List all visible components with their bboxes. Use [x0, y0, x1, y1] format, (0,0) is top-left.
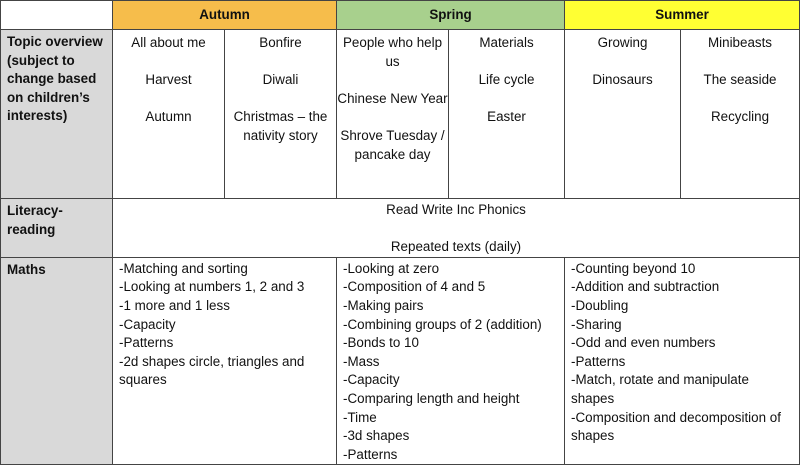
list-item: -Odd and even numbers	[571, 335, 716, 351]
maths-autumn-cell	[113, 257, 337, 465]
topic-row	[1, 30, 800, 199]
list-item: -Addition and subtraction	[571, 279, 720, 295]
season-spring: Spring	[337, 1, 565, 30]
list-item: -Capacity	[343, 372, 400, 388]
list-item: People who help us	[343, 35, 443, 69]
list-item: Shrove Tuesday / pancake day	[340, 127, 445, 162]
list-item: -1 more and 1 less	[119, 297, 230, 313]
topic-cell	[565, 30, 681, 199]
topic-cell	[337, 30, 449, 199]
list-item: -Patterns	[571, 353, 626, 369]
list-item: Dinosaurs	[592, 72, 653, 88]
list-item: -Comparing length and height	[343, 390, 520, 406]
list-item: All about me	[131, 35, 206, 50]
list-item: -Patterns	[343, 446, 398, 462]
list-item: -Making pairs	[343, 297, 424, 313]
list-item: Recycling	[710, 109, 770, 125]
maths-summer-cell	[565, 257, 800, 465]
list-item: Materials	[479, 35, 534, 50]
list-item: Growing	[597, 35, 648, 50]
topic-cell	[225, 30, 337, 199]
list-item: -Match, rotate and manipulate shapes	[571, 372, 749, 406]
list-item: Harvest	[145, 72, 192, 88]
list-item: -Looking at numbers 1, 2 and 3	[119, 279, 305, 295]
list-item: Diwali	[262, 72, 299, 88]
maths-spring-cell	[337, 257, 565, 465]
topic-cell	[449, 30, 565, 199]
row-header-literacy: Literacy- reading	[1, 199, 113, 258]
list-item: -Patterns	[119, 335, 174, 351]
list-item: -2d shapes circle, triangles and squares	[119, 353, 305, 388]
list-item: -Sharing	[571, 316, 622, 332]
list-item: Bonfire	[259, 35, 302, 50]
list-item: Christmas – the nativity story	[233, 109, 328, 143]
list-item: Read Write Inc Phonics	[386, 202, 526, 217]
season-header-row	[1, 1, 800, 30]
topic-cell	[113, 30, 225, 199]
list-item: Autumn	[145, 109, 192, 125]
maths-row	[1, 257, 800, 465]
list-item: -Doubling	[571, 297, 629, 313]
list-item: -Capacity	[119, 316, 176, 332]
list-item: -Bonds to 10	[343, 335, 419, 351]
topic-cell	[681, 30, 800, 199]
list-item: Life cycle	[478, 72, 535, 88]
season-autumn: Autumn	[113, 1, 337, 30]
list-item: -Looking at zero	[343, 260, 440, 276]
season-summer: Summer	[565, 1, 800, 30]
list-item: The seaside	[703, 72, 777, 88]
list-item: Minibeasts	[708, 35, 773, 50]
list-item: -Matching and sorting	[119, 260, 248, 276]
row-header-maths: Maths	[1, 257, 113, 465]
list-item: -Combining groups of 2 (addition)	[343, 316, 542, 332]
list-item: Chinese New Year	[337, 90, 448, 106]
literacy-cell	[113, 199, 800, 258]
list-item: Easter	[487, 109, 526, 125]
row-header-topic: Topic overview (subject to change based on children’s interests)	[1, 30, 113, 199]
list-item: Repeated texts (daily)	[390, 239, 522, 255]
literacy-row	[1, 199, 800, 258]
list-item: -Time	[343, 409, 377, 425]
list-item: -Composition and decomposition of shapes	[571, 409, 781, 444]
list-item: -Counting beyond 10	[571, 260, 696, 276]
list-item: -Mass	[343, 353, 380, 369]
list-item: -3d shapes	[343, 428, 410, 444]
list-item: -Composition of 4 and 5	[343, 279, 486, 295]
corner-cell	[1, 1, 113, 30]
